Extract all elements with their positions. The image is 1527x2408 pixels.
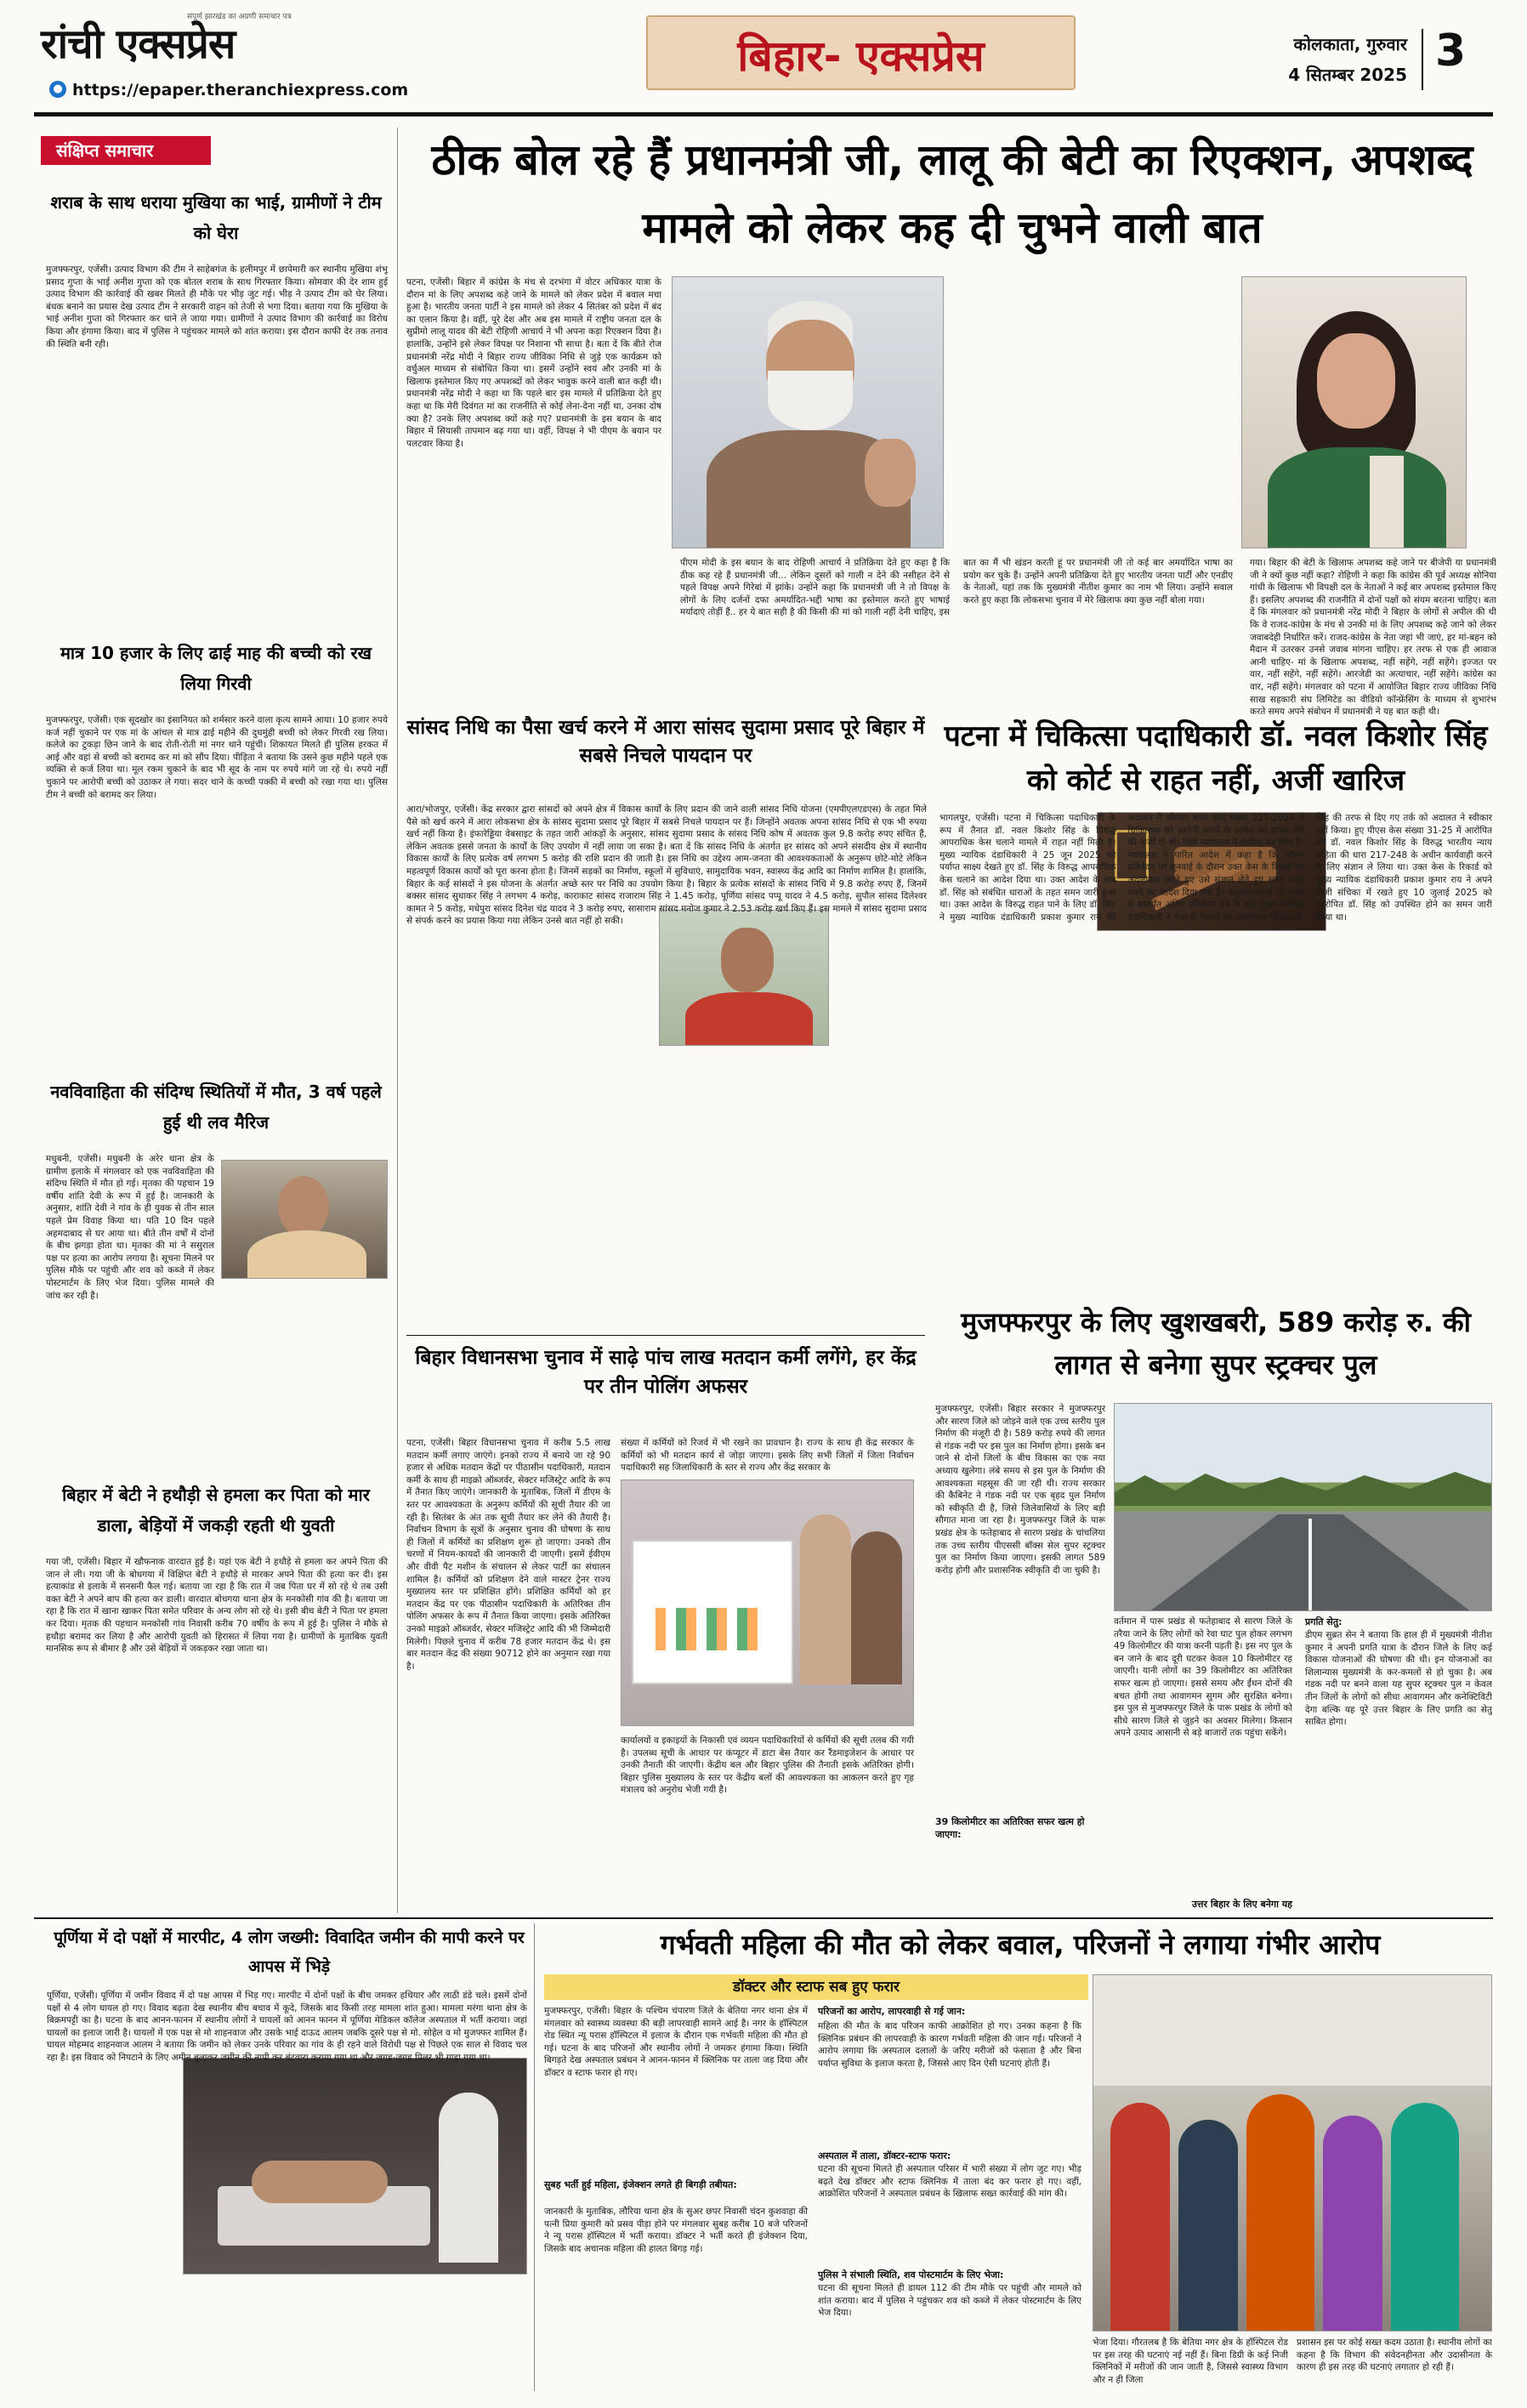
masthead-rule [34, 112, 1493, 116]
portrait-saree [247, 1230, 366, 1279]
pregnant-headline: गर्भवती महिला की मौत को लेकर बवाल, परिजनों ने लगाया गंभीर आरोप [660, 1928, 1381, 1961]
bridge-subhead-progress: प्रगति सेतु: [1305, 1616, 1343, 1627]
dateline-city: कोलकाता, गुरुवार [1293, 34, 1407, 54]
bridge-road-photo [1114, 1403, 1492, 1611]
purnia-body: पूर्णिया, एजेंसी। पूर्णिया में जमीन विवाद में दो पक्ष आपस में भिड़ गए। मारपीट में दोनों पक्षों के बीच जमकर हथियार और लाठी डंडे चले। इसमें दोनों पक्षों से 4 लोग घायल हो गए। विवाद बढ़ता देख स्थानीय बीच बचाव में कूदे, जिसके बाद किसी तरह मामला शांत हुआ। मामला मरंगा थाना क्षेत्र के बिक्रमपट्टी का है। घटना के बाद आनन-फानन में स्थानीय लोगों ने घायलों को आनन फानन में पूर्णिया मेडिकल कॉलेज अस्पताल में भर्ती कराया। जहां घायलों का इलाज जारी है। घायलों में एक पक्ष से मो शाहनवाज और उसके भाई दाऊद आलम जबकि दूसरे पक्ष से मो. सोहेल व मो मुजफ्फर शामिल हैं। घायल मोहम्मद शाहनवाज आलम ने बताया कि जमीन को लेकर उनके परिवार का गांव के ही रहने वाले विरोधी पक्ष से पिछले एक साल से विवाद चल रहा है। इस विवाद को निपटाने के लिए अमीन बुलाकर जमीन की नापी कर बंटवारा कराया गया था और जगह-जगह पिलर भी गाड़ा गया था। [47, 1991, 527, 2063]
section-title: बिहार- एक्सप्रेस [737, 31, 985, 81]
modi-hand [865, 439, 916, 507]
sidebar-label: संक्षिप्त समाचार [41, 136, 211, 165]
rohini-acharya-photo [1241, 276, 1467, 548]
portrait-face [278, 1176, 329, 1237]
pregnant-col3: भेजा दिया। गौरतलब है कि बेतिया नगर क्षेत्र के हॉस्पिटल रोड पर इस तरह की घटनाएं नई नहीं हैं। बिना डिग्री के कई निजी क्लिनिकों में मरीजों की जान जाती है, जिससे स्वास्थ्य विभाग और न ही जिला [1093, 2337, 1288, 2385]
logo: रांची एक्सप्रेस [41, 20, 236, 68]
modi-beard [768, 371, 853, 430]
story2-headline: मात्र 10 हजार के लिए ढाई माह की बच्ची को रख लिया गिरवी [60, 643, 372, 694]
sidebar [34, 128, 398, 1913]
crowd-person-5 [1391, 2103, 1459, 2331]
pregnant-col1: मुजफ्फरपुर, एजेंसी। बिहार के पश्चिम चंपारण जिले के बेतिया नगर थाना क्षेत्र में मंगलवार को स्वास्थ्य व्यवस्था की बड़ी लापरवाही सामने आई है। नगर के हॉस्पिटल रोड स्थित न्यू परास हॉस्पिटल में इलाज के दौरान एक गर्भवती महिला की मौत हो गई। घटना के बाद परिजनों और स्थानीय लोगों ने जमकर हंगामा किया। स्थिति बिगड़ते देख अस्पताल प्रबंधन ने आनन-फानन में क्लिनिक पर ताला जड़ दिया और डॉक्टर व स्टाफ फरार हो गए। [544, 2006, 808, 2078]
crowd-person-3 [1246, 2094, 1314, 2331]
story4-body: गया जी, एजेंसी। बिहार में खौफनाक वारदात हुई है। यहां एक बेटी ने हथौड़े से हमला कर अपने पिता की जान ले ली। गया जी के बोधगया में विक्षिप्त बेटी ने हथौड़े से मारकर अपने पिता की हत्या कर दी। इस हत्याकांड से इलाके में सनसनी फैल गई। बताया जा रहा है कि रात में जब पिता घर में सो रहे थे तब उसी वक्त बेटी ने अपने बाप की हत्या कर डाली। वारदात बोधगया थाना क्षेत्र के मनकोसी गांव की है। बताया जा रहा है कि रात में खाना खाकर पिता समेत परिवार के अन्य लोग सो रहे थे। इसी बीच बेटी ने पिता पर हमला कर दिया। मृतक की पहचान मनकोसी गांव निवासी करीब 70 वर्षीय के रूप में हुई है। पुलिस ने मौके से हथौड़ा बरामद कर लिया है और आरोपी युवती को हिरासत में लिया गया है। ग्रामीणों के मुताबिक युवती मानसिक रूप से बीमार है और उसे बेड़ियों में जकड़कर रखा जाता था। [46, 1557, 388, 1655]
pregnant-col1b: जानकारी के मुताबिक, लौरिया थाना क्षेत्र के सुअर छपर निवासी चंदन कुशवाहा की पत्नी प्रिया कुमारी को प्रसव पीड़ा होने पर मंगलवार सुबह करीब 10 बजे परिजनों ने न्यू परास हॉस्पिटल में भर्ती कराया। डॉक्टर ने भर्ती करते ही इंजेक्शन दिया, जिसके बाद अचानक महिला की हालत बिगड़ गई। [544, 2206, 808, 2254]
pm-modi-photo [672, 276, 944, 548]
bridge-body2: वर्तमान में पारू प्रखंड से फतेहाबाद से सारण जिले के तरैया जाने के लिए लोगों को रेवा घाट पुल होकर लगभग 49 किलोमीटर की यात्रा करनी पड़ती है। इस नए पुल के बन जाने के बाद दूरी घटकर केवल 10 किलोमीटर रह जाएगी। यानी लोगों का 39 किलोमीटर का अतिरिक्त सफर खत्म हो जाएगा। इससे समय और ईंधन दोनों की बचत होगी तथा आवागमन सुगम और सुरक्षित बनेगा। इस पुल से मुजफ्फरपुर जिले के पारू प्रखंड के लोगों को सीधे सारण जिले से जुड़ने का अवसर मिलेगा। किसान अपने उत्पाद आसानी से बड़े बाजारों तक पहुंचा सकेंगे। [1114, 1616, 1292, 1739]
evm-logo [656, 1608, 758, 1650]
masthead [0, 0, 1527, 111]
story4-headline: बिहार में बेटी ने हथौड़ी से हमला कर पिता को मार डाला, बेड़ियों में जकड़ी रहती थी युवती [62, 1485, 370, 1536]
roadside-trees [1115, 1472, 1492, 1506]
crowd-person-4 [1323, 2116, 1382, 2331]
pregnant-col2b: घटना की सूचना मिलते ही अस्पताल परिसर में भारी संख्या में लोग जुट गए। भीड़ बढ़ते देख डॉक्टर और स्टाफ क्लिनिक में ताला बंद कर फरार हो गए। वहीं, आक्रोशित परिजनों ने अस्पताल प्रबंधन के खिलाफ सख्त कार्रवाई की मांग की। [818, 2164, 1081, 2200]
sudama-body: आरा/भोजपुर, एजेंसी। केंद्र सरकार द्वारा सांसदों को अपने क्षेत्र में विकास कार्यों के लिए प्रदान की जाने वाली सांसद निधि योजना (एमपीएलएडएस) के तहत मिले पैसे को खर्च करने में आरा लोकसभा क्षेत्र के सांसद सुदामा प्रसाद पूरे बिहार में सबसे निचले पायदान पर हैं। जिन्होंने अवतक अपना सांसद निधि से एक भी रुपया खर्च नहीं किया है। इंफारेड्डिया वेबसाइट के तहत जारी आंकड़ों के अनुसार, सांसद सुदामा प्रसाद के सांसद निधि कोष में अवतक कुल 9.8 करोड़ रुपए संचित हैं, लेकिन अवतक इससे जनता के कार्यों के लिए उपयोग में नहीं लाया जा सका है। बता दें कि सांसद निधि के अंतर्गत हर सांसद को अपने संसदीय क्षेत्र में स्थानीय विकास कार्यों के लिए प्रत्येक वर्ष लगभग 5 करोड़ की राशि प्रदान की जाती है। इस निधि का उद्देश्य आम-जनता की आवश्यकताओं के अनुरूप छोटे-मोटे लेकिन महत्वपूर्ण विकास कार्यों को पूरा करना होता है। जिनमें सड़कों का निर्माण, स्कूलों में सुविधाएं, सामुदायिक भवन, स्वास्थ्य केंद्र आदि का निर्माण शामिल है। हालांकि, बिहार के कई सांसदों ने इस योजना के अंतर्गत अच्छे स्तर पर निधि का उपयोग किया है। बिहार के प्रत्येक सांसदों के सांसद निधि में 9.8 करोड़ रुपए हैं, जिनमें बक्सर सांसद सुधाकर सिंह ने लगभग 4 करोड़, काराकाट सांसद राजाराम सिंह ने 1.45 करोड़, पूर्णिया सांसद पप्पू यादव ने 4.5 करोड़, सुपौल सांसद दिलेश्वर कामत ने 5 करोड़, मधेपुरा सांसद दिनेश चंद्र यादव ने 3 करोड़ रुपए, सासाराम सांसद मनोज कुमार ने 2.53 करोड़ खर्च किए हैं। इस मामले में सांसद सुदामा प्रसाद से संपर्क करने का प्रयास किया गया लेकिन उनसे बात नहीं हो सकी। [406, 804, 927, 927]
lead-headline: ठीक बोल रहे हैं प्रधानमंत्री जी, लालू की बेटी का रिएक्शन, अपशब्द मामले को लेकर कह दी चुभने वाली बात [431, 135, 1473, 253]
crowd-person-1 [1110, 2103, 1170, 2331]
pregnant-kicker: डॉक्टर और स्टाफ सब हुए फरार [544, 1974, 1088, 2000]
pregnant-col4: प्रशासन इस पर कोई सख्त कदम उठाता है। स्थानीय लोगों का कहना है कि विभाग की संवेदनहीनता और उदासीनता के कारण ही इस तरह की घटनाएं लगातार हो रही हैं। [1297, 2337, 1492, 2373]
pregnant-subhead1: सुबह भर्ती हुई महिला, इंजेक्शन लगते ही बिगड़ी तबीयत: [544, 2179, 737, 2190]
pregnant-subhead3: अस्पताल में ताला, डॉक्टर-स्टाफ फरार: [818, 2150, 951, 2161]
bridge-body: मुजफ्फरपुर, एजेंसी। बिहार सरकार ने मुजफ्फरपुर और सारण जिले को जोड़ने वाले एक उच्च स्तरीय पुल निर्माण की मंजूरी दी है। 589 करोड़ रुपये की लागत से गंडक नदी पर इस पुल का निर्माण होगा। इसके बन जाने से दोनों जिलों के बीच विकास का एक नया अध्याय खुलेगा। लंबे समय से इस पुल के निर्माण की आवश्यकता महसूस की जा रही थी। राज्य सरकार की कैबिनेट ने गंडक नदी पर एक बृहद पुल निर्माण को स्वीकृति दी है, जिसे जिलेवासियों के लिए बड़ी सौगात माना जा रहा है। मुजफ्फरपुर जिले के पारू प्रखंड क्षेत्र के फतेहाबाद से सारण प्रखंड के चांचलिया तक उच्च स्तरीय पीएससी बॉक्स सेल सुपर स्ट्रक्चर पुल का निर्माण किया जाएगा। इसकी लागत 589 करोड़ होगी और प्रशासनिक स्वीकृति दी जा चुकी है। [935, 1404, 1105, 1576]
story1-body: मुजफ्फरपुर, एजेंसी। उत्पाद विभाग की टीम ने साहेबगंज के हलीमपुर में छापेमारी कर स्थानीय मुखिया शंभू प्रसाद गुप्ता के भाई अनीश गुप्ता को एक बोतल शराब के साथ गिरफ्तार किया। सोमवार की देर शाम हुई उत्पाद विभाग की कार्रवाई की खबर मिलते ही मौके पर भीड़ जुट गई। भीड़ ने उत्पाद टीम को घेर लिया। बंधक बनाने का प्रयास देख उत्पाद टीम ने सरकारी वाहन को तेजी से भगा दिया। बताया गया कि मुखिया के भाई अनीश गुप्ता को गिरफ्तार कर थाने ले जाया गया। ग्रामीणों ने उत्पाद विभाग की कार्रवाई का विरोध किया और हंगामा किया। बाद में पुलिस ने पहुंचकर मामले को शांत कराया। इस दौरान काफी देर तक तनाव की स्थिति बनी रही। [46, 264, 388, 349]
bottom-rule [34, 1917, 1493, 1919]
election-col3: संख्या में कर्मियों को रिजर्व में भी रखने का प्रावधान है। राज्य के साथ ही केंद्र सरकार के कर्मियों को भी मतदान कार्य से जोड़ा जाएगा। इसके लिए सभी जिलों में जिला निर्वाचन पदाधिकारी सह जिलाधिकारी के स्तर से राज्य और केंद्र सरकार के [621, 1438, 914, 1474]
evm-training-photo [621, 1479, 914, 1726]
pregnant-col2c: घटना की सूचना मिलते ही डायल 112 की टीम मौके पर पहुंची और मामले को शांत कराया। बाद में पुलिस ने पहुंचकर शव को कब्जे में लेकर पोस्टमार्टम के लिए भेज दिया। [818, 2283, 1081, 2319]
masthead-divider [1422, 29, 1423, 90]
logo-tagline: संपूर्ण झारखंड का अग्रणी समाचार पत्र [187, 13, 292, 21]
story3-body: मधुबनी, एजेंसी। मधुबनी के अरेर थाना क्षेत्र के ग्रामीण इलाके में मंगलवार को एक नवविवाहिता की संदिग्ध स्थिति में मौत हो गई। मृतका की पहचान 19 वर्षीय शांति देवी के रूप में हुई है। जानकारी के अनुसार, शांति देवी ने गांव के ही युवक से तीन साल पहले प्रेम विवाह किया था। पति 10 दिन पहले अहमदाबाद से घर आया था। बीते तीन वर्षों में दोनों के बीच झगड़ा होता था। मृतका की मां ने ससुराल पक्ष पर हत्या का आरोप लगाया है। सूचना मिलने पर पुलिस मौके पर पहुंची और शव को कब्जे में लेकर पोस्टमार्टम के लिए भेज दिया। पुलिस मामले की जांच कर रही है। [46, 1154, 214, 1301]
rohini-scarf [1370, 456, 1404, 548]
lead-col4: गया। बिहार की बेटी के खिलाफ अपशब्द कहे जाने पर बीजेपी या प्रधानमंत्री जी ने क्यों कुछ नहीं कहा? रोहिणी ने कहा कि कांग्रेस की पूर्व अध्यक्ष सोनिया गांधी के खिलाफ भी विपक्षी दल के नेताओं ने कई बार अपशब्द इस्तेमाल किए हैं। इसलिए अपशब्द की राजनीति में दोनों पक्षों को संयम बरतना चाहिए। बता दें कि मंगलवार को प्रधानमंत्री नरेंद्र मोदी ने बिहार के लोगों से अपील की थी कि वे राजद-कांग्रेस के मंच से उनकी मां के लिए अपशब्द कहे जाने को लेकर जवाबदेही निर्धारित करें। राजद-कांग्रेस के नेता जहां भी जाएं, हर मां-बहन को मैदान में उतरकर उनसे जवाब मांगना चाहिए। हर तरफ से एक ही आवाज आनी चाहिए- मां के खिलाफ अपशब्द, नहीं सहेंगे, नहीं सहेंगे। इज्जत पर वार, नहीं सहेंगे, नहीं सहेंगे। आरजेडी का अत्याचार, नहीं सहेंगे। कांग्रेस का वार, नहीं सहेंगे। मंगलवार को पटना में आयोजित बिहार राज्य जीविका निधि साख सहकारी संघ लिमिटेड का वीडियो कॉन्फ्रेंसिंग के माध्यम से शुभारंभ करते समय अपने संबोधन में प्रधानमंत्री ने यह बात कही थी। [1250, 558, 1496, 718]
hospital-crowd-photo [1093, 1974, 1492, 2331]
story2-body: मुजफ्फरपुर, एजेंसी। एक सूदखोर का इंसानियत को शर्मसार करने वाला कृत्य सामने आया। 10 हजार रुपये कर्ज नहीं चुकाने पर एक मां के आंचल से मात्र ढाई महीने की दुधमुंही बच्ची को लेकर गिरवी रख लिया। कलेजे का टुकड़ा छिन जाने के बाद रोती-रोती मां नगर थाने पहुंची। शिकायत मिलते ही पुलिस हरकत में आई और वहां से बच्ची को बरामद कर मां को सौंप दिया। पीड़िता ने बताया कि उसने कुछ महीने पहले एक व्यक्ति से कर्ज लिया था। मूल रकम चुकाने के बाद भी सूद के नाम पर रुपये मांगे जा रहे थे। रुपये नहीं चुकाने पर आरोपी बच्ची को उठाकर ले गया। सदर थाने के कच्ची पक्की में बच्ची को रखा गया था। पुलिस टीम ने बच्ची को बरामद कर लिया। [46, 715, 388, 800]
building [1093, 1975, 1492, 2086]
dateline-date: 4 सितम्बर 2025 [1288, 65, 1407, 85]
rohini-outfit [1268, 447, 1446, 548]
person-1 [800, 1514, 851, 1684]
pregnant-subhead2: परिजनों का आरोप, लापरवाही से गई जान: [818, 2006, 966, 2017]
sudama-headline: सांसद निधि का पैसा खर्च करने में आरा सांसद सुदामा प्रसाद पूरे बिहार में सबसे निचले पायदान पर [406, 717, 925, 767]
woman-portrait-photo [221, 1160, 388, 1279]
doctor-body: भागलपुर, एजेंसी। पटना में चिकित्सा पदाधिकारी के रूप में तैनात डॉ. नवल किशोर सिंह के विरुद्ध आपराधिक केस चलाने मामले में राहत नहीं मिली है। मुख्य न्यायिक दंडाधिकारी ने 25 जून 2025 को पर्याप्त साक्ष्य देखते हुए डॉ. सिंह के विरुद्ध आपराधिक केस चलाने का आदेश दिया था। उक्त आदेश के बाद डॉ. सिंह को संबंधित धाराओं के तहत समन जारी हुआ था। उक्त आदेश के विरुद्ध राहत पाने के लिए डॉ. सिंह ने मुख्य न्यायिक दंडाधिकारी प्रकाश कुमार राय की अदालत में जोगसर थाना कांड संख्या 227-2024 में चिकित्सक को आरोपी बनाने के आदेश को वापस लेने की अर्जी दी थी। जिसे न्यायालय ने खारिज कर दिया है। न्यायालय ने पारित आदेश में कहा है कि अंतिम प्रतिवेदन पर सुनवाई के दौरान उक्त केस के रिकार्ड का अवलोकन करते हुए उसे संज्ञान लेते हुए समन जारी करने का आदेश दिया गया है। अनुसंधानकर्ता की तरफ से समर्पित अंतिम प्रतिवेदन देने के बाद मुख्य न्यायिक दंडाधिकारी ने केस के रिकार्ड का अवलोकन किया। डॉ. सिंह की तरफ से दिए गए तर्क को अदालत ने स्वीकार नहीं किया। हुए पीएस केस संख्या 31-25 में आरोपित बने डॉ. नवल किशोर सिंह के विरुद्ध भारतीय न्याय संहिता की धारा 217-248 के अधीन कार्यवाही करने के लिए संज्ञान ले लिया था। उक्त केस के रिकार्ड को मुख्य न्यायिक दंडाधिकारी प्रकाश कुमार राय ने अपने निजी संचिका में रखते हुए 10 जुलाई 2025 को आरोपित डॉ. सिंह को उपस्थित होने का समन जारी किया था। [939, 813, 1492, 923]
election-col1: पटना, एजेंसी। बिहार विधानसभा चुनाव में करीब 5.5 लाख मतदान कर्मी लगाए जाएंगे। इनको राज्य में बनाये जा रहे 90 हजार से अधिक मतदान केंद्रों पर पीठासीन पदाधिकारी, मतदान कर्मी के साथ ही माइक्रो ऑब्जर्वर, सेक्टर मजिस्ट्रेट आदि के रूप में तैनात किए जाएंगे। जानकारी के मुताबिक, जिलों में डीएम के स्तर पर आवश्यकता के अनुरूप कर्मियों की सूची तैयार की जा रही है। सितंबर के अंत तक सूची तैयार कर लेने की तैयारी है। निर्वाचन विभाग के सूत्रों के अनुसार चुनाव की घोषणा के साथ ही जिलों में कर्मियों का प्रशिक्षण शुरू हो जाएगा। उनको तीन चरणों में नियम-कायदों की जानकारी दी जाएगी। इसमें ईवीएम और वीवी पैट मशीन के संचालन से लेकर पार्टी का संचालन शामिल है। कर्मियों को प्रशिक्षण देने वाले मास्टर ट्रेनर राज्य मुख्यालय स्तर पर प्रशिक्षित होंगे। प्रशिक्षित कर्मियों को हर मतदान केंद्र पर एक पीठासीन पदाधिकारी के अतिरिक्त तीन पोलिंग अफसर के रूप में तैनात किया जाएगा। इसके अतिरिक्त उनको माइक्रो ऑब्जर्वर, सेक्टर मजिस्ट्रेट आदि की भी जिम्मेदारी मिलेगी। पिछले चुनाव में करीब 78 हजार मतदान केंद्र थे। इस बार मतदान केंद्र की संख्या 90712 होने का अनुमान रखा गया है। [406, 1438, 610, 1672]
globe-icon: ● [49, 81, 66, 98]
lead-col1: पटना, एजेंसी। बिहार में कांग्रेस के मंच से दरभंगा में वोटर अधिकार यात्रा के दौरान मां के लिए अपशब्द कहे जाने के मामले को लेकर प्रदेश में बवाल मचा हुआ है। भारतीय जनता पार्टी ने इस मामले को लेकर 4 सितंबर को प्रदेश में बंद का एलान किया है। वहीं, पूरे देश और अब इस मामले में राष्ट्रीय जनता दल के सुप्रीमो लालू यादव की बेटी रोहिणी आचार्य ने भी अपना कड़ा रिएक्शन दिया है। हालांकि, उन्होंने इसे लेकर विपक्ष पर निशाना भी साधा है। बता दें कि बीते रोज प्रधानमंत्री नरेंद्र मोदी ने बिहार राज्य जीविका निधि से जुड़े एक कार्यक्रम को वर्चुअल माध्यम से संबोधित किया था। इसमें उन्होंने स्वयं और उनकी मां के खिलाफ इस्तेमाल किए गए अपशब्दों को लेकर भावुक करने वाली बात कही थी। प्रधानमंत्री नरेंद्र मोदी ने कहा था कि पहले बार इस मामले में प्रतिक्रिया देते हुए कहा था कि मेरी दिवंगत मां का राजनीति से कोई लेना-देना नहीं था, उनका दोष क्या है? उनके लिए अपशब्द क्यों कहे गए? प्रधानमंत्री के इस बयान के बाद बिहार में सियासी तापमान बढ़ गया था। वहीं, विपक्ष ने भी पीएम के बयान पर पलटवार किया है। [406, 277, 661, 449]
bridge-subhead-north: उत्तर बिहार के लिए बनेगा यह [1191, 1899, 1292, 1910]
story1-headline: शराब के साथ धराया मुखिया का भाई, ग्रामीणों ने टीम को घेरा [50, 192, 382, 243]
story3-headline: नवविवाहिता की संदिग्ध स्थितियों में मौत, 3 वर्ष पहले हुई थी लव मैरिज [50, 1082, 382, 1133]
page-number: 3 [1435, 26, 1467, 77]
bridge-subhead-distance: 39 किलोमीटर का अतिरिक्त सफर खत्म हो जाएगा: [935, 1816, 1085, 1840]
bridge-headline: मुजफ्फरपुर के लिए खुशखबरी, 589 करोड़ रु. की लागत से बनेगा सुपर स्ट्रक्चर पुल [961, 1306, 1471, 1381]
election-headline: बिहार विधानसभा चुनाव में साढ़े पांच लाख मतदान कर्मी लगेंगे, हर केंद्र पर तीन पोलिंग अफसर [415, 1347, 917, 1398]
bridge-body3: डीएम सुब्रत सेन ने बताया कि हाल ही में मुख्यमंत्री नीतीश कुमार ने अपनी प्रगति यात्रा के दौरान जिले के लिए कई विकास योजनाओं की घोषणा की थी। इन योजनाओं का शिलान्यास मुख्यमंत्री के कर-कमलों से हो चुका है। अब गंडक नदी पर बनने वाला यह सुपर स्ट्रक्चर पुल न केवल तीन जिलों के लोगों को सीधा आवागमन और कनेक्टिविटी देगा बल्कि यह पूरे उत्तर बिहार के लिए प्रगति का सेतु साबित होगा। [1305, 1630, 1492, 1728]
person-2 [851, 1531, 902, 1684]
purnia-divider [534, 1923, 535, 2391]
lead-caption: पीएम मोदी के इस बयान के बाद रोहिणी आचार्य ने प्रतिक्रिया देते हुए कहा है कि ठीक कह रहे हैं प्रधानमंत्री जी... लेकिन दूसरों को गाली न देने की नसीहत देने से पहले विपक्ष अपने गिरेबां में झांके। उन्होंने कहा कि प्रधानमंत्री जी ने तो विपक्ष के लोगों के लिए दर्जनों दफा अमर्यादित-भद्दी भाषा का इस्तेमाल करते हुए भाषाई मर्यादाएं तोड़ीं हैं.. हर ये बात सही है की किसी की मां को गाली नहीं देनी चाहिए, इस बात का मैं भी खंडन करती हूं पर प्रधानमंत्री जी तो कई बार अमर्यादित भाषा का प्रयोग कर चुके हैं। उन्होंने अपनी प्रतिक्रिया देते हुए भारतीय जनता पार्टी और एनडीए के नेताओं, यहां तक कि मुख्यमंत्री नीतीश कुमार का नाम भी लिया। उन्होंने सवाल करते हुए कहा कि लोकसभा चुनाव में मेरे खिलाफ क्या कुछ नहीं बोला गया। [680, 558, 1233, 618]
road-marking [1308, 1519, 1312, 1611]
doctor-headline: पटना में चिकित्सा पदाधिकारी डॉ. नवल किशोर सिंह को कोर्ट से राहत नहीं, अर्जी खारिज [944, 719, 1488, 798]
epaper-url[interactable]: https://epaper.theranchiexpress.com [72, 81, 409, 99]
mid-rule [406, 1335, 925, 1336]
purnia-headline: पूर्णिया में दो पक्षों में मारपीट, 4 लोग जख्मी: विवादित जमीन की मापी करने पर आपस में भिड़े [54, 1928, 525, 1976]
pregnant-col2: महिला की मौत के बाद परिजन काफी आक्रोशित हो गए। उनका कहना है कि क्लिनिक प्रबंधन की लापरवाही के कारण गर्भवती महिला की जान गई। परिजनों ने आरोप लगाया कि अस्पताल दलालों के जरिए मरीजों को फंसाता है और बिना पर्याप्त सुविधा के इलाज करता है, जिससे आए दिन ऐसी घटनाएं होती हैं। [818, 2021, 1081, 2069]
crowd-person-2 [1178, 2120, 1238, 2331]
rohini-face [1317, 333, 1395, 429]
election-caption: कार्यालयों व इकाइयों के निकासी एवं व्ययन पदाधिकारियों से कर्मियों की सूची तलब की गयी है। उपलब्ध सूची के आधार पर कंप्यूटर में डाटा बेस तैयार कर रैंडमाइजेशन के आधार पर उनकी तैनाती की जाएगी। केंद्रीय बल और बिहार पुलिस की तैनाती इसके अतिरिक्त होगी। बिहार पुलिस मुख्यालय के स्तर पर केंद्रीय बलों की आवश्यकता का आकलन करते हुए गृह मंत्रालय को अनुरोध भेजी गयी है। [621, 1735, 914, 1796]
pregnant-subhead4: पुलिस ने संभाली स्थिति, शव पोस्टमार्टम के लिए भेजा: [818, 2269, 1004, 2280]
